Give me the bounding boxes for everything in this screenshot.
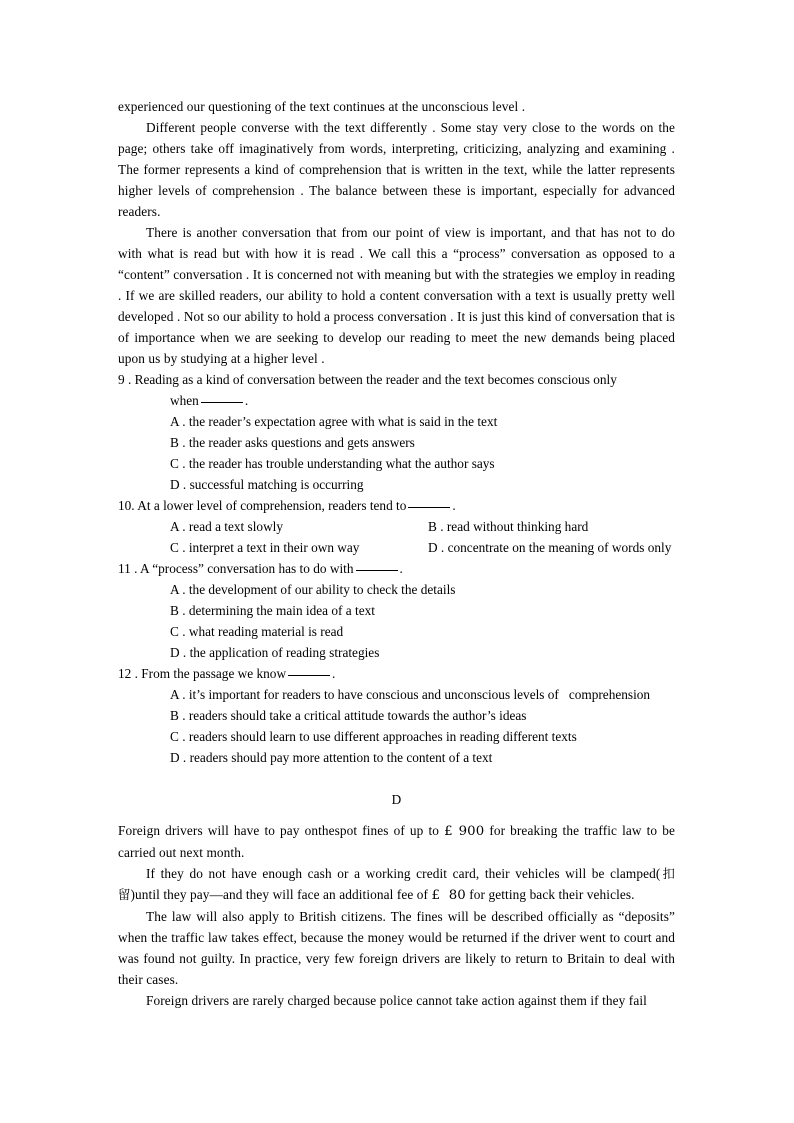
question-11-option-d[interactable] [118,642,675,663]
option-label: A . [170,582,186,597]
question-12-option-b[interactable] [118,705,675,726]
answer-blank[interactable] [408,507,450,508]
question-11-option-b[interactable] [118,600,675,621]
question-11-stem-text: A “process” conversation has to do with [140,561,354,576]
option-text: read without thinking hard [446,519,589,534]
option-label: B . [170,708,186,723]
question-10-option-d[interactable] [428,537,675,558]
question-11-stem-period: . [399,561,403,576]
answer-blank[interactable] [356,570,398,571]
option-label: B . [170,603,186,618]
option-text: readers should pay more attention to the content of a text [189,750,493,765]
question-10-stem-period: . [452,498,456,513]
option-text: successful matching is occurring [189,477,364,492]
question-12-option-a[interactable] [118,684,675,705]
option-label: D . [428,540,445,555]
question-12-option-c[interactable] [118,726,675,747]
passage-paragraph-3: There is another conversation that from our point of view is important, and that has not to do with what is read but with how it is read . We call this a “process” conversation as opposed to a “content” conversation . It is concerned not with meaning but with the strategies we employ in reading . If we are skilled readers, our ability to hold a content conversation with a text is usually pretty well developed . Not so our ability to hold a process conversation . It is just this kind of conversation that is of importance when we are seeking to develop our reading to meet the new demands being placed upon us by studying at a higher level . [118,225,675,366]
option-text: readers should learn to use different approaches in reading different texts [188,729,577,744]
option-label: C . [170,624,186,639]
question-12-stem-period: . [332,666,336,681]
question-9-option-c[interactable] [118,453,675,474]
section-d-paragraph-2 [118,863,675,906]
question-10-stem [118,495,675,516]
question-12-number: 12 . [118,666,138,681]
question-9-stem-when: when [170,393,199,408]
option-label: B . [428,519,444,534]
question-11-number: 11 . [118,561,138,576]
option-label: D . [170,477,187,492]
option-label: D . [170,645,187,660]
question-10-option-a[interactable] [170,516,428,537]
passage-continuation-line: experienced our questioning of the text continues at the unconscious level . [118,99,526,114]
para1-text-before: Foreign drivers will have to pay onthespot fines of up to [118,823,440,838]
option-text: the reader asks questions and gets answers [188,435,415,450]
question-11-option-c[interactable] [118,621,675,642]
section-d-heading: D [391,792,402,807]
para2-text-before: If they do not have enough cash or a working credit card, their vehicles will be clamped( [146,866,661,881]
option-label: C . [170,729,186,744]
question-9-stem-period: . [244,393,249,408]
answer-blank[interactable] [288,675,330,676]
question-12-stem [118,663,675,684]
question-12 [118,663,675,768]
answer-blank[interactable] [201,402,243,403]
question-11 [118,558,675,663]
question-9-number: 9 . [118,372,132,387]
section-d-paragraph-4: Foreign drivers are rarely charged because police cannot take action against them if they fail [146,993,647,1008]
question-12-option-d[interactable] [118,747,675,768]
option-text: readers should take a critical attitude towards the author’s ideas [188,708,527,723]
question-9-stem-line2 [118,390,675,411]
question-9-option-a[interactable] [118,411,675,432]
page-content [118,96,675,1011]
option-label: C . [170,540,186,555]
section-gap [118,810,675,820]
question-9 [118,369,675,495]
question-10-options-row-2 [118,537,675,558]
question-10-stem-text: At a lower level of comprehension, readers tend to [137,498,407,513]
option-label: D . [170,750,187,765]
question-9-stem-text: Reading as a kind of conversation between the reader and the text becomes conscious only [134,372,617,387]
option-text: it’s important for readers to have conscious and unconscious levels of comprehension [188,687,651,702]
option-label: A . [170,687,186,702]
section-d-paragraph-3: The law will also apply to British citizens. The fines will be described officially as “deposits” when the traffic law takes effect, because the money would be returned if the driver went to court and was found not guilty. In practice, very few foreign drivers are likely to return to Britain to deal with their cases. [118,909,675,987]
option-text: concentrate on the meaning of words only [447,540,672,555]
question-10-options-row-1 [118,516,675,537]
option-text: the application of reading strategies [189,645,380,660]
option-text: interpret a text in their own way [188,540,360,555]
question-10-option-b[interactable] [428,516,675,537]
chinese-gloss-clamped: 扣留 [118,866,675,902]
section-d-paragraph-1 [118,820,675,863]
option-label: C . [170,456,186,471]
question-10-number: 10. [118,498,135,513]
question-10-option-c[interactable] [170,537,428,558]
para2-text-after: for getting back their vehicles. [469,887,635,902]
passage-paragraph-2: Different people converse with the text differently . Some stay very close to the words on the page; others take off imaginatively from words, interpreting, criticizing, analyzing and examining . The former represents a kind of comprehension that is written in the text, while the latter represents higher levels of comprehension . The balance between these is important, especially for advanced readers. [118,120,675,219]
option-text: the reader has trouble understanding what the author says [188,456,495,471]
option-label: A . [170,414,186,429]
option-text: determining the main idea of a text [188,603,375,618]
question-12-stem-text: From the passage we know [141,666,287,681]
question-10 [118,495,675,558]
question-11-option-a[interactable] [118,579,675,600]
option-label: B . [170,435,186,450]
option-label: A . [170,519,186,534]
fine-amount-900: £ 900 [444,824,485,839]
question-9-option-d[interactable] [118,474,675,495]
question-9-stem-line1 [118,369,675,390]
option-text: the reader’s expectation agree with what is said in the text [188,414,498,429]
question-9-option-b[interactable] [118,432,675,453]
question-11-stem [118,558,675,579]
para2-text-middle: )until they pay—and they will face an additional fee of [130,887,429,902]
option-text: the development of our ability to check the details [188,582,456,597]
para1-text-after: for breaking the traffic law to be carried out next month. [118,823,675,860]
option-text: what reading material is read [188,624,344,639]
option-text: read a text slowly [188,519,284,534]
fee-amount-80: £ 80 [431,888,466,903]
